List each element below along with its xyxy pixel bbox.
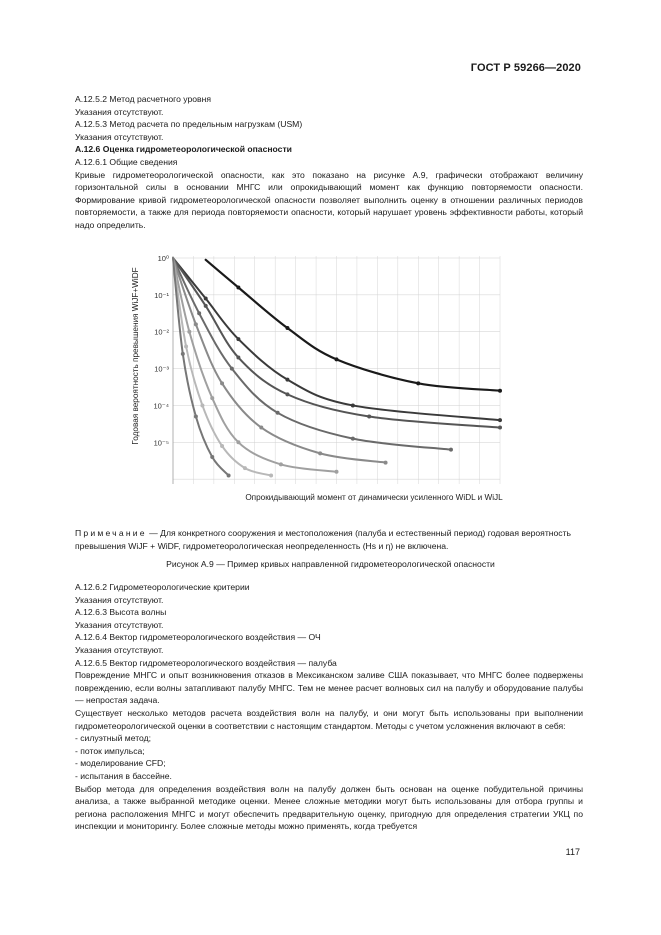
series-point [184, 344, 188, 348]
section-note: Указания отсутствуют. [75, 619, 164, 630]
body-paragraph: Выбор метода для определения воздействия волн на палубу должен быть основан на оценке побудительной причины анализа, а также выбранной методике оценки. Менее сложные методики могут быть использованы для отбора группы и региона расположения МНГС и могут обеспечить предварительную оценку, пригодную для определения стратегии УКЦ по инспекции и мониторингу. Более сложные методы можно применять, когда требуется [75, 783, 583, 832]
hazard-curves-figure [128, 248, 518, 506]
list-item: - силуэтный метод; [75, 733, 152, 744]
body-paragraph: Кривые гидрометеорологической опасности, как это показано на рисунке А.9, графически отображают величину горизонтальной силы в основании МНГС или опрокидывающий момент как функцию повторяемости опасности. Формирование кривой гидрометеорологической опасности позволяет выполнить оценку в отношении различных периодов повторяемости, а также для периода повторяемости опасности, который нарушает уровень эффективности работы, который надо определить. [75, 169, 583, 230]
section-heading-bold: А.12.6 Оценка гидрометеорологической опасности [75, 144, 292, 155]
y-tick-label: 10⁻⁵ [153, 438, 169, 448]
series-line-s1 [206, 260, 500, 391]
section-heading: А.12.5.2 Метод расчетного уровня [75, 94, 212, 104]
series-point [269, 473, 273, 477]
section-heading: А.12.6.1 Общие сведения [75, 156, 178, 167]
y-tick-label: 10⁻¹ [154, 290, 169, 300]
series-point [194, 414, 198, 418]
section-heading: А.12.5.3 Метод расчета по предельным нагрузкам (USM) [75, 119, 303, 130]
series-point [227, 473, 231, 477]
body-paragraph: Существует несколько методов расчета воздействия волн на палубу, и они могут быть использованы при выполнении гидрометеорологической оценки в соответствии с настоящим стандартом. Методы с учетом усложнения включают в себя: [75, 707, 583, 731]
series-point [194, 322, 198, 326]
series-point [200, 403, 204, 407]
series-point [181, 352, 185, 356]
series-point [187, 330, 191, 334]
x-axis-label: Опрокидывающий момент от динамически усиленного WiDL и WiJL [245, 493, 503, 502]
series-point [416, 381, 420, 385]
series-point [279, 462, 283, 466]
series-point [236, 356, 240, 360]
bottom-text-block [75, 581, 583, 833]
series-point [197, 311, 201, 315]
figure-caption: Рисунок А.9 — Пример кривых направленной гидрометеорологической опасности [166, 559, 495, 569]
figure-note [75, 527, 583, 553]
page-number: 117 [565, 847, 580, 857]
y-axis-label: Годовая вероятность превышения WiJF+WiDF [131, 267, 140, 445]
note-label: Примечание [75, 528, 147, 538]
body-paragraph: Повреждение МНГС и опыт возникновения отказов в Мексиканском заливе США показывает, что МНГС более подвержены повреждению, если волны затапливают палубу МНГС. Тем не менее расчет волновых сил на палубу и оборудование палубы — непростая задача. [75, 670, 583, 706]
series-point [449, 448, 453, 452]
section-note: Указания отсутствуют. [75, 106, 164, 117]
series-point [236, 440, 240, 444]
y-tick-label: 10⁻³ [154, 364, 169, 374]
y-tick-labels [153, 254, 169, 447]
top-text-block [75, 93, 583, 232]
series-point [351, 403, 355, 407]
series-point [236, 337, 240, 341]
series-point [384, 461, 388, 465]
series-point [335, 470, 339, 474]
series-line-s5 [173, 258, 386, 463]
series-point [204, 304, 208, 308]
series-point [498, 389, 502, 393]
series-point [243, 466, 247, 470]
section-note: Указания отсутствуют. [75, 644, 164, 655]
series-point [318, 451, 322, 455]
series-point [236, 285, 240, 289]
series-point [220, 381, 224, 385]
series-point [276, 411, 280, 415]
note-text: — Для конкретного сооружения и местоположения (палуба и естественный период) годовая вероятность превышения WiJF + WiDF, гидрометеорологическая неопределенность (Hs и η) не включена. [75, 528, 572, 551]
series-point [498, 426, 502, 430]
y-tick-label: 10⁻² [154, 327, 169, 337]
list-item: - поток импульса; [75, 745, 145, 756]
y-tick-label: 10⁰ [157, 254, 169, 263]
series-point [220, 444, 224, 448]
section-heading: А.12.6.5 Вектор гидрометеорологического воздействия — палуба [75, 657, 337, 668]
series-point [210, 396, 214, 400]
series-point [285, 378, 289, 382]
hazard-chart [128, 248, 518, 506]
list-item: - моделирование CFD; [75, 758, 166, 769]
series-point [351, 437, 355, 441]
series-point [367, 414, 371, 418]
series-point [285, 326, 289, 330]
list-item: - испытания в бассейне. [75, 770, 172, 781]
standard-header: ГОСТ Р 59266—2020 [470, 62, 581, 74]
series-point [498, 418, 502, 422]
series-point [285, 392, 289, 396]
series-point [230, 367, 234, 371]
methods-list [75, 732, 583, 782]
section-heading: А.12.6.3 Высота волны [75, 607, 167, 618]
section-heading: А.12.6.2 Гидрометеорологические критерии [75, 582, 250, 592]
chart-series [173, 258, 502, 477]
series-point [335, 357, 339, 361]
series-point [259, 426, 263, 430]
series-point [204, 297, 208, 301]
series-point [210, 455, 214, 459]
y-tick-label: 10⁻⁴ [153, 401, 169, 411]
section-heading: А.12.6.4 Вектор гидрометеорологического воздействия — ОЧ [75, 632, 321, 643]
section-note: Указания отсутствуют. [75, 594, 164, 605]
section-note: Указания отсутствуют. [75, 131, 164, 142]
